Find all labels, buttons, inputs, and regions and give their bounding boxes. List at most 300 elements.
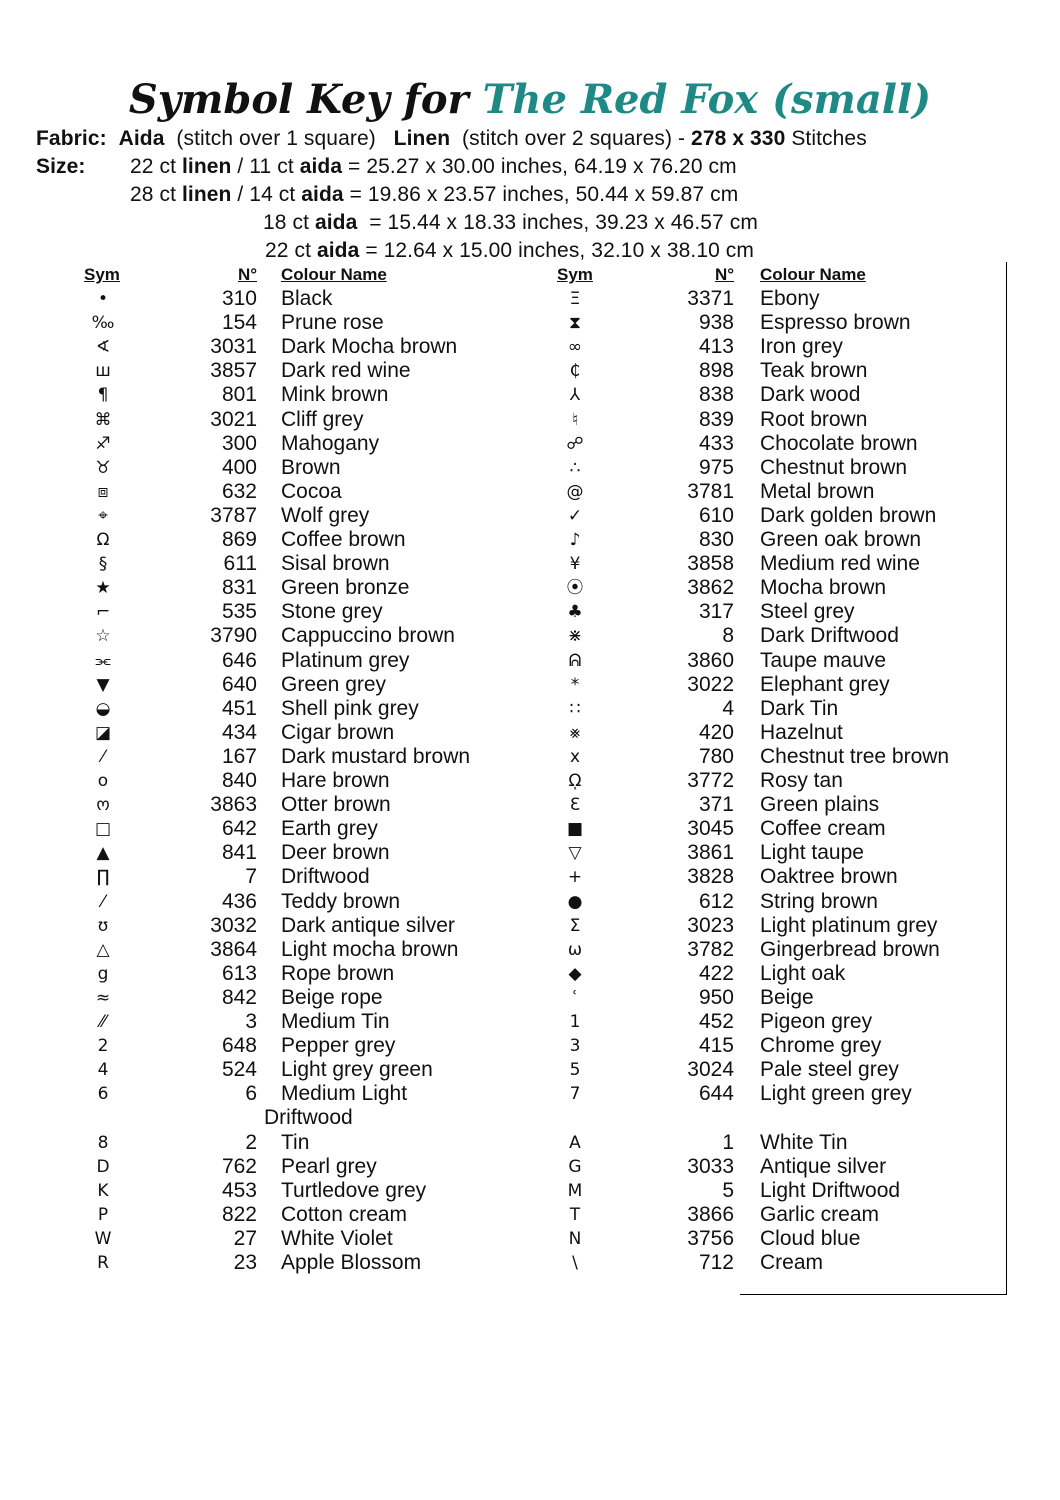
colour-name: Pale steel grey xyxy=(760,1058,899,1082)
colour-name: Tin xyxy=(281,1130,310,1154)
symbol-glyph: M xyxy=(567,1180,583,1201)
symbol-glyph: ᕱ xyxy=(568,650,582,671)
colour-name: Cliff grey xyxy=(281,407,364,431)
colour-name: Brown xyxy=(281,455,341,479)
symbol-glyph: ⁄ xyxy=(101,891,105,912)
symbol-glyph: Ξ xyxy=(569,289,581,309)
symbol-glyph: § xyxy=(98,554,108,575)
dmc-number: 712 xyxy=(698,1251,734,1274)
table-row xyxy=(0,432,1060,456)
colour-name: Garlic cream xyxy=(760,1202,880,1226)
symbol-glyph: ▲ xyxy=(96,843,110,864)
dmc-number: 611 xyxy=(223,552,257,576)
dmc-number: 23 xyxy=(233,1251,257,1274)
colour-name: Oaktree brown xyxy=(760,865,898,889)
dmc-number: 644 xyxy=(698,1082,734,1106)
symbol-glyph: ∷ xyxy=(569,698,581,719)
colour-name: String brown xyxy=(760,889,878,913)
dmc-number: 6 xyxy=(245,1082,257,1106)
header-sym-left: Sym xyxy=(84,265,120,284)
table-row xyxy=(0,745,1060,769)
colour-name: Chrome grey xyxy=(760,1034,882,1058)
dmc-number: 839 xyxy=(698,407,734,431)
table-row xyxy=(0,769,1060,793)
colour-name: Medium red wine xyxy=(760,552,920,576)
dmc-number: 838 xyxy=(698,383,734,407)
table-row xyxy=(0,1227,1060,1251)
colour-name: Elephant grey xyxy=(760,672,890,696)
colour-name: Green bronze xyxy=(281,576,410,600)
symbol-glyph: ◪ xyxy=(94,722,112,743)
table-row xyxy=(0,649,1060,673)
colour-name: Espresso brown xyxy=(760,311,911,335)
colour-name: Earth grey xyxy=(281,817,378,841)
symbol-glyph: ῼ xyxy=(568,771,582,791)
colour-name: Green plains xyxy=(760,793,880,817)
symbol-glyph: ო xyxy=(96,795,110,816)
colour-name: White Tin xyxy=(760,1130,848,1154)
colour-name: Pearl grey xyxy=(281,1154,377,1178)
dmc-number: 3787 xyxy=(210,503,257,527)
dmc-number: 3023 xyxy=(687,913,734,937)
table-row xyxy=(0,1155,1060,1179)
dmc-number: 950 xyxy=(698,985,734,1009)
dmc-number: 3371 xyxy=(687,287,734,310)
dmc-number: 3790 xyxy=(210,624,257,648)
symbol-glyph: ∴ xyxy=(569,457,581,478)
symbol-glyph: g xyxy=(97,963,109,984)
table-row xyxy=(0,600,1060,624)
symbol-glyph: 8 xyxy=(97,1132,109,1153)
size-line: 18 ct aida = 15.44 x 18.33 inches, 39.23 x 46.57 cm xyxy=(263,211,758,234)
symbol-glyph: ω xyxy=(567,939,583,960)
dmc-number: 975 xyxy=(698,455,734,479)
symbol-glyph: ☍ xyxy=(566,433,584,454)
colour-name: Beige xyxy=(760,985,814,1009)
dmc-number: 801 xyxy=(221,383,257,407)
table-row xyxy=(0,1082,1060,1106)
symbol-glyph: ⋇ xyxy=(567,626,583,647)
dmc-number: 3021 xyxy=(210,407,257,431)
colour-name: Medium Tin xyxy=(281,1010,390,1033)
colour-name: Teddy brown xyxy=(281,889,401,913)
symbol-glyph: ⌖ xyxy=(98,505,108,526)
dmc-number: 3828 xyxy=(687,865,734,889)
symbol-glyph: ⅄ xyxy=(569,385,581,406)
table-row xyxy=(0,1010,1060,1034)
symbol-glyph: ● xyxy=(567,891,583,912)
table-row xyxy=(0,986,1060,1010)
symbol-glyph: 7 xyxy=(569,1084,581,1105)
dmc-number: 3862 xyxy=(687,576,734,600)
symbol-glyph: D xyxy=(96,1156,110,1177)
table-row xyxy=(0,335,1060,359)
dmc-number: 3858 xyxy=(687,552,734,576)
dmc-number: 434 xyxy=(221,720,257,744)
dmc-number: 3031 xyxy=(210,335,257,359)
colour-name: Cloud blue xyxy=(760,1226,861,1250)
colour-name: Pepper grey xyxy=(281,1034,396,1058)
symbol-glyph: ʿ xyxy=(572,987,578,1008)
symbol-glyph: K xyxy=(97,1180,109,1201)
dmc-number: 400 xyxy=(221,455,257,479)
fabric-linen: Linen xyxy=(393,127,451,150)
colour-name: Ebony xyxy=(760,287,820,310)
dmc-number: 433 xyxy=(698,431,734,455)
table-row xyxy=(0,480,1060,504)
fabric-line xyxy=(36,125,867,153)
symbol-glyph: ⫘ xyxy=(95,650,111,671)
table-row xyxy=(0,1179,1060,1203)
colour-name: Mocha brown xyxy=(760,576,887,600)
dmc-number: 869 xyxy=(221,528,257,551)
dmc-number: 898 xyxy=(698,359,734,383)
table-row xyxy=(0,311,1060,335)
colour-name: Coffee brown xyxy=(281,528,406,551)
colour-name: Otter brown xyxy=(281,793,391,817)
colour-name: Coffee cream xyxy=(760,817,886,841)
dmc-number: 3863 xyxy=(210,793,257,817)
table-row xyxy=(0,1034,1060,1058)
dmc-number: 451 xyxy=(221,696,257,720)
size-label: Size: xyxy=(36,155,86,178)
dmc-number: 762 xyxy=(221,1154,257,1178)
colour-name: Dark golden brown xyxy=(760,503,937,527)
symbol-glyph: ⧗ xyxy=(569,313,581,334)
colour-name: Prune rose xyxy=(281,311,384,335)
colour-name: Green oak brown xyxy=(760,528,922,551)
dmc-number: 3866 xyxy=(687,1202,734,1226)
colour-name: Hazelnut xyxy=(760,720,843,744)
symbol-glyph: ⁄ xyxy=(101,746,105,767)
table-row xyxy=(0,1203,1060,1227)
pattern-name: The Red Fox (small) xyxy=(482,76,932,123)
colour-name: Antique silver xyxy=(760,1154,887,1178)
table-row xyxy=(0,1251,1060,1275)
table-row xyxy=(0,504,1060,528)
dmc-number: 632 xyxy=(221,479,257,503)
symbol-glyph: ✓ xyxy=(567,505,583,526)
symbol-glyph: ₵ xyxy=(569,361,581,382)
symbol-glyph: ‰ xyxy=(91,313,115,334)
dmc-number: 842 xyxy=(221,985,257,1009)
colour-name: Cappuccino brown xyxy=(281,624,455,648)
dmc-number: 612 xyxy=(698,889,734,913)
symbol-glyph: ¥ xyxy=(569,554,581,575)
symbol-glyph: ♐ xyxy=(95,433,111,454)
dmc-number: 300 xyxy=(221,431,257,455)
dmc-number: 646 xyxy=(221,648,257,672)
colour-name: Metal brown xyxy=(760,479,875,503)
colour-name: Light grey green xyxy=(281,1058,433,1082)
table-row xyxy=(0,383,1060,407)
header-num-left: N° xyxy=(238,265,258,284)
dmc-number: 3045 xyxy=(687,817,734,841)
dmc-number: 5 xyxy=(722,1178,734,1202)
dmc-number: 413 xyxy=(698,335,734,359)
table-row xyxy=(0,1131,1060,1155)
symbol-glyph: W xyxy=(94,1228,112,1249)
symbol-glyph: 6 xyxy=(97,1084,109,1105)
symbol-glyph: △ xyxy=(96,939,110,960)
symbol-glyph: ∏ xyxy=(96,867,110,888)
dmc-number: 613 xyxy=(221,961,257,985)
size-line: 22 ct aida = 12.64 x 15.00 inches, 32.10 x 38.10 cm xyxy=(265,239,754,262)
table-row xyxy=(0,528,1060,552)
colour-name: Light taupe xyxy=(760,841,864,865)
dmc-number: 154 xyxy=(221,311,257,335)
page-title xyxy=(0,72,1060,128)
colour-name: Light platinum grey xyxy=(760,913,938,937)
colour-name: Beige rope xyxy=(281,985,383,1009)
dmc-number: 610 xyxy=(698,503,734,527)
stitches-word: Stitches xyxy=(791,127,867,150)
dmc-number: 310 xyxy=(221,287,257,310)
dmc-number: 535 xyxy=(221,600,257,624)
dmc-number: 831 xyxy=(221,576,257,600)
colour-name: Cocoa xyxy=(281,479,342,503)
dmc-number: 830 xyxy=(698,528,734,551)
symbol-glyph: ♪ xyxy=(569,530,581,550)
colour-name: Light green grey xyxy=(760,1082,912,1106)
colour-name: Light oak xyxy=(760,961,846,985)
colour-name: Cotton cream xyxy=(281,1202,408,1226)
colour-name: Medium Light xyxy=(281,1082,408,1106)
colour-name-cont: Driftwood xyxy=(264,1106,353,1130)
dmc-number: 422 xyxy=(698,961,734,985)
colour-name: Turtledove grey xyxy=(281,1178,427,1202)
symbol-glyph: ⦿ xyxy=(566,578,584,599)
table-row xyxy=(0,962,1060,986)
table-row xyxy=(0,793,1060,817)
header-sym-right: Sym xyxy=(557,265,593,284)
symbol-glyph: ⧈ xyxy=(97,481,109,502)
symbol-glyph: * xyxy=(570,674,580,695)
colour-name: Steel grey xyxy=(760,600,855,624)
dmc-number: 3 xyxy=(245,1010,257,1033)
table-row xyxy=(0,1058,1060,1082)
dmc-number: 841 xyxy=(221,841,257,865)
colour-name: White Violet xyxy=(281,1226,393,1250)
symbol-glyph: 1 xyxy=(569,1012,581,1032)
dmc-number: 415 xyxy=(698,1034,734,1058)
colour-name: Stone grey xyxy=(281,600,383,624)
colour-name: Rosy tan xyxy=(760,769,843,792)
dmc-number: 640 xyxy=(221,672,257,696)
colour-name: Mahogany xyxy=(281,431,380,455)
colour-name: Shell pink grey xyxy=(281,696,419,720)
dmc-number: 3032 xyxy=(210,913,257,937)
symbol-glyph: ∞ xyxy=(567,337,583,358)
header-name-right: Colour Name xyxy=(760,265,866,284)
size-line: 22 ct linen / 11 ct aida = 25.27 x 30.00 inches, 64.19 x 76.20 cm xyxy=(130,155,737,178)
table-row xyxy=(0,914,1060,938)
colour-name: Black xyxy=(281,287,333,310)
dmc-number: 452 xyxy=(698,1010,734,1033)
dmc-number: 371 xyxy=(698,793,734,817)
symbol-glyph: ☆ xyxy=(95,626,111,647)
colour-name: Green grey xyxy=(281,672,387,696)
symbol-glyph: ⌘ xyxy=(94,409,112,430)
colour-name: Chocolate brown xyxy=(760,431,918,455)
table-row xyxy=(0,841,1060,865)
dmc-number: 7 xyxy=(245,865,257,889)
symbol-glyph: x xyxy=(569,746,581,767)
dmc-number: 3756 xyxy=(687,1226,734,1250)
symbol-glyph: Ω xyxy=(96,530,110,550)
dmc-number: 3033 xyxy=(687,1154,734,1178)
colour-name: Platinum grey xyxy=(281,648,410,672)
bottom-border xyxy=(740,1294,1007,1295)
symbol-glyph: ▼ xyxy=(96,674,110,695)
table-row xyxy=(0,624,1060,648)
colour-name: Driftwood xyxy=(281,865,370,889)
symbol-glyph: G xyxy=(568,1156,582,1177)
symbol-glyph: ⁄⁄ xyxy=(100,1012,106,1032)
symbol-glyph: ¶ xyxy=(97,385,109,406)
symbol-glyph: Σ xyxy=(569,915,581,936)
dmc-number: 3024 xyxy=(687,1058,734,1082)
dmc-number: 1 xyxy=(722,1130,734,1154)
dmc-number: 167 xyxy=(221,744,257,768)
symbol-glyph: 4 xyxy=(97,1060,109,1081)
colour-name: Dark Driftwood xyxy=(760,624,899,648)
colour-name: Chestnut brown xyxy=(760,455,908,479)
dmc-number: 3782 xyxy=(687,937,734,961)
symbol-glyph: Ɛ xyxy=(569,795,581,816)
symbol-glyph: 5 xyxy=(569,1060,581,1081)
colour-name: Apple Blossom xyxy=(281,1251,422,1274)
right-border xyxy=(1006,262,1007,1295)
colour-name: Dark antique silver xyxy=(281,913,455,937)
dmc-number: 3861 xyxy=(687,841,734,865)
symbol-glyph: A xyxy=(569,1132,581,1153)
symbol-glyph: ш xyxy=(95,361,111,382)
symbol-glyph: □ xyxy=(94,819,112,840)
colour-name: Dark Mocha brown xyxy=(281,335,458,359)
table-row xyxy=(0,865,1060,889)
colour-name: Mink brown xyxy=(281,383,389,407)
symbol-glyph: 3 xyxy=(569,1036,581,1057)
colour-name: Dark Tin xyxy=(760,696,839,720)
colour-name: Light Driftwood xyxy=(760,1178,901,1202)
colour-name: Sisal brown xyxy=(281,552,390,576)
size-line: 28 ct linen / 14 ct aida = 19.86 x 23.57 inches, 50.44 x 59.87 cm xyxy=(130,183,739,206)
header-num-right: N° xyxy=(715,265,735,284)
colour-name: Dark red wine xyxy=(281,359,411,383)
dmc-number: 420 xyxy=(698,720,734,744)
fabric-label: Fabric: xyxy=(36,127,107,150)
symbol-glyph: @ xyxy=(566,481,584,502)
fabric-aida: Aida xyxy=(118,127,165,150)
fabric-linen-note: (stitch over 2 squares) - xyxy=(462,127,686,150)
colour-name: Hare brown xyxy=(281,769,390,792)
dmc-number: 3781 xyxy=(687,479,734,503)
symbol-glyph: ⌐ xyxy=(95,602,111,623)
symbol-glyph: ∢ xyxy=(95,337,111,358)
symbol-glyph: ♉ xyxy=(95,457,111,478)
dmc-number: 3860 xyxy=(687,648,734,672)
title-prefix: Symbol Key for xyxy=(128,76,469,123)
dmc-number: 3022 xyxy=(687,672,734,696)
table-row xyxy=(0,408,1060,432)
symbol-glyph: + xyxy=(567,867,583,888)
colour-name: Light mocha brown xyxy=(281,937,459,961)
dmc-number: 3772 xyxy=(687,769,734,792)
table-row xyxy=(0,576,1060,600)
dmc-number: 780 xyxy=(698,744,734,768)
colour-name: Wolf grey xyxy=(281,503,370,527)
dmc-number: 2 xyxy=(245,1130,257,1154)
colour-name: Teak brown xyxy=(760,359,868,383)
stitch-count: 278 x 330 xyxy=(691,127,786,150)
symbol-glyph: ◆ xyxy=(568,963,582,984)
dmc-number: 938 xyxy=(698,311,734,335)
fabric-aida-note: (stitch over 1 square) xyxy=(176,127,376,150)
dmc-number: 822 xyxy=(221,1202,257,1226)
dmc-number: 648 xyxy=(221,1034,257,1058)
symbol-glyph: ♮ xyxy=(571,409,579,430)
symbol-glyph: ★ xyxy=(95,578,111,599)
table-row xyxy=(0,817,1060,841)
dmc-number: 840 xyxy=(221,769,257,792)
colour-name: Chestnut tree brown xyxy=(760,744,950,768)
table-row xyxy=(0,938,1060,962)
symbol-glyph: ▽ xyxy=(568,843,582,864)
colour-name: Dark mustard brown xyxy=(281,744,471,768)
colour-name: Taupe mauve xyxy=(760,648,887,672)
symbol-glyph: \ xyxy=(572,1253,578,1273)
dmc-number: 453 xyxy=(221,1178,257,1202)
colour-name: Cigar brown xyxy=(281,720,395,744)
symbol-glyph: ≈ xyxy=(95,987,111,1008)
colour-name: Root brown xyxy=(760,407,868,431)
symbol-glyph: ʊ xyxy=(97,915,109,936)
colour-name: Dark wood xyxy=(760,383,861,407)
dmc-number: 27 xyxy=(233,1226,257,1250)
symbol-glyph: N xyxy=(568,1228,582,1249)
table-row xyxy=(0,456,1060,480)
symbol-glyph: 2 xyxy=(97,1036,109,1057)
symbol-glyph: T xyxy=(569,1204,581,1225)
dmc-number: 3857 xyxy=(210,359,257,383)
colour-name: Rope brown xyxy=(281,961,395,985)
colour-name: Pigeon grey xyxy=(760,1010,873,1033)
table-row xyxy=(0,359,1060,383)
table-row xyxy=(0,552,1060,576)
symbol-glyph: ⨳ xyxy=(569,722,581,743)
table-row xyxy=(0,673,1060,697)
symbol-glyph: ◒ xyxy=(95,698,111,719)
dmc-number: 8 xyxy=(722,624,734,648)
dmc-number: 642 xyxy=(221,817,257,841)
colour-name: Gingerbread brown xyxy=(760,937,940,961)
dmc-number: 317 xyxy=(698,600,734,624)
dmc-number: 436 xyxy=(221,889,257,913)
table-row xyxy=(0,287,1060,311)
colour-name: Iron grey xyxy=(760,335,843,359)
header-name-left: Colour Name xyxy=(281,265,387,284)
symbol-glyph: ♣ xyxy=(567,602,583,623)
table-row xyxy=(0,890,1060,914)
symbol-glyph: ■ xyxy=(566,819,584,840)
colour-name: Deer brown xyxy=(281,841,390,865)
symbol-glyph: • xyxy=(97,289,109,309)
dmc-number: 3864 xyxy=(210,937,257,961)
table-row xyxy=(0,721,1060,745)
dmc-number: 4 xyxy=(722,696,734,720)
symbol-glyph: R xyxy=(97,1253,109,1273)
